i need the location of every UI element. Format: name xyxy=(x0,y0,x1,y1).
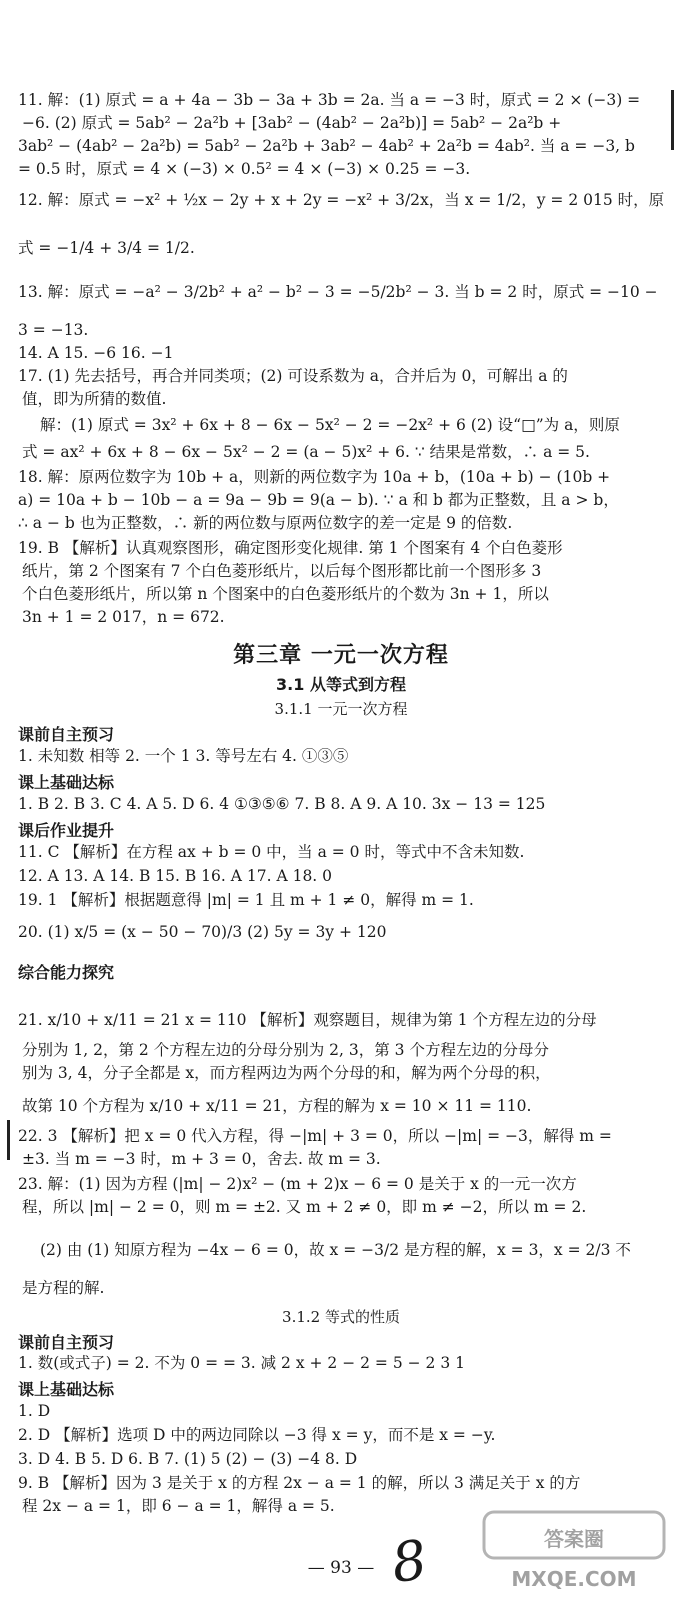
section-heading: 课后作业提升 xyxy=(18,821,115,840)
section-heading: 课前自主预习 xyxy=(18,725,115,744)
section-heading: 课上基础达标 xyxy=(18,773,115,792)
section-heading: 综合能力探究 xyxy=(18,963,115,982)
answer-line: 3. D 4. B 5. D 6. B 7. (1) 5 (2) − (3) −4 8. D xyxy=(18,1450,358,1468)
watermark-logo-text: 答案圈 xyxy=(544,1527,604,1551)
answer-line: 9. B 【解析】因为 3 是关于 x 的方程 2x − a = 1 的解，所以 3 满足关于 x 的方 xyxy=(18,1474,581,1492)
answer-line: 1. 数(或式子) = 2. 不为 0 = = 3. 减 2 x + 2 − 2 = 5 − 2 3 1 xyxy=(18,1354,465,1372)
answer-line: 18. 解：原两位数字为 10b + a，则新的两位数字为 10a + b，(10a + b) − (10b + xyxy=(18,468,611,486)
handwritten-mark: 8 xyxy=(387,1527,431,1596)
answer-line: 11. 解：(1) 原式 = a + 4a − 3b − 3a + 3b = 2a. 当 a = −3 时，原式 = 2 × (−3) = xyxy=(18,91,641,109)
answer-line: 分别为 1, 2，第 2 个方程左边的分母分别为 2, 3，第 3 个方程左边的分母分 xyxy=(22,1041,549,1059)
answer-line: 20. (1) x/5 = (x − 50 − 70)/3 (2) 5y = 3y + 120 xyxy=(18,923,387,941)
answer-line: 2. D 【解析】选项 D 中的两边同除以 −3 得 x = y，而不是 x = −y. xyxy=(18,1426,496,1444)
answer-line: 程，所以 |m| − 2 = 0，则 m = ±2. 又 m + 2 ≠ 0，即 m ≠ −2，所以 m = 2. xyxy=(22,1198,587,1216)
answer-line: 式 = ax² + 6x + 8 − 6x − 5x² − 2 = (a − 5)x² + 6. ∵ 结果是常数，∴ a = 5. xyxy=(22,443,590,461)
answer-line: ∴ a − b 也为正整数，∴ 新的两位数与原两位数字的差一定是 9 的倍数. xyxy=(18,514,513,532)
watermark-logo-icon xyxy=(476,1506,672,1594)
answer-line: 3ab² − (4ab² − 2a²b) = 5ab² − 2a²b + 3ab² − 4ab² + 2a²b = 4ab². 当 a = −3, b xyxy=(18,137,635,155)
answer-line: ±3. 当 m = −3 时，m + 3 = 0，舍去. 故 m = 3. xyxy=(22,1150,381,1168)
page-number: — 93 — xyxy=(307,1558,375,1578)
answer-line: 3 = −13. xyxy=(18,321,89,339)
scan-edge-mark-left xyxy=(7,1120,10,1160)
answer-line: 1. D xyxy=(18,1402,51,1420)
subsection-title: 3.1.2 等式的性质 xyxy=(282,1308,400,1326)
answer-line: (2) 由 (1) 知原方程为 −4x − 6 = 0，故 x = −3/2 是方程的解，x = 3，x = 2/3 不 xyxy=(40,1241,631,1259)
answer-line: 12. 解：原式 = −x² + ½x − 2y + x + 2y = −x² + 3/2x，当 x = 1/2，y = 2 015 时，原 xyxy=(18,191,665,209)
subsection-title: 3.1.1 一元一次方程 xyxy=(274,700,408,718)
scan-edge-mark xyxy=(671,90,674,150)
answer-line: 12. A 13. A 14. B 15. B 16. A 17. A 18. 0 xyxy=(18,867,333,885)
section-heading: 课上基础达标 xyxy=(18,1380,115,1399)
answer-line: 是方程的解. xyxy=(22,1279,105,1297)
answer-line: 19. B 【解析】认真观察图形，确定图形变化规律. 第 1 个图案有 4 个白色菱形 xyxy=(18,539,563,557)
answer-line: 解：(1) 原式 = 3x² + 6x + 8 − 6x − 5x² − 2 = −2x² + 6 (2) 设“□”为 a，则原 xyxy=(40,416,620,434)
answer-line: 11. C 【解析】在方程 ax + b = 0 中，当 a = 0 时，等式中不含未知数. xyxy=(18,843,525,861)
section-title: 3.1 从等式到方程 xyxy=(276,675,406,694)
answer-line: 别为 3, 4，分子全都是 x，而方程两边为两个分母的和，解为两个分母的积， xyxy=(22,1064,551,1082)
chapter-title: 第三章 一元一次方程 xyxy=(233,643,449,668)
answer-line: 程 2x − a = 1，即 6 − a = 1，解得 a = 5. xyxy=(22,1497,335,1515)
answer-line: 个白色菱形纸片，所以第 n 个图案中的白色菱形纸片的个数为 3n + 1，所以 xyxy=(22,585,549,603)
answer-line: 21. x/10 + x/11 = 21 x = 110 【解析】观察题目，规律为第 1 个方程左边的分母 xyxy=(18,1011,597,1029)
answer-line: a) = 10a + b − 10b − a = 9a − 9b = 9(a − b). ∵ a 和 b 都为正整数，且 a > b， xyxy=(18,491,619,509)
answer-line: 14. A 15. −6 16. −1 xyxy=(18,344,174,362)
answer-line: = 0.5 时，原式 = 4 × (−3) × 0.5² = 4 × (−3) × 0.25 = −3. xyxy=(18,160,471,178)
answer-line: 13. 解：原式 = −a² − 3/2b² + a² − b² − 3 = −5/2b² − 3. 当 b = 2 时，原式 = −10 − xyxy=(18,283,658,301)
answer-line: 1. B 2. B 3. C 4. A 5. D 6. 4 ①③⑤⑥ 7. B 8. A 9. A 10. 3x − 13 = 125 xyxy=(18,795,546,813)
answer-line: 3n + 1 = 2 017，n = 672. xyxy=(22,608,225,626)
answer-line: 值，即为所猜的数值. xyxy=(22,390,167,408)
answer-line: 式 = −1/4 + 3/4 = 1/2. xyxy=(18,239,195,257)
answer-line: 22. 3 【解析】把 x = 0 代入方程，得 −|m| + 3 = 0，所以 −|m| = −3，解得 m = xyxy=(18,1127,612,1145)
answer-line: 19. 1 【解析】根据题意得 |m| = 1 且 m + 1 ≠ 0，解得 m = 1. xyxy=(18,891,474,909)
answer-line: 1. 未知数 相等 2. 一个 1 3. 等号左右 4. ①③⑤ xyxy=(18,747,349,765)
section-heading: 课前自主预习 xyxy=(18,1333,115,1352)
answer-line: 故第 10 个方程为 x/10 + x/11 = 21，方程的解为 x = 10 × 11 = 110. xyxy=(22,1097,532,1115)
watermark-text: MXQE.COM xyxy=(511,1567,637,1591)
answer-line: 23. 解：(1) 因为方程 (|m| − 2)x² − (m + 2)x − 6 = 0 是关于 x 的一元一次方 xyxy=(18,1175,577,1193)
answer-line: 17. (1) 先去括号，再合并同类项；(2) 可设系数为 a，合并后为 0，可解出 a 的 xyxy=(18,367,568,385)
answer-line: 纸片，第 2 个图案有 7 个白色菱形纸片，以后每个图形都比前一个图形多 3 xyxy=(22,562,542,580)
answer-line: −6. (2) 原式 = 5ab² − 2a²b + [3ab² − (4ab² − 2a²b)] = 5ab² − 2a²b + xyxy=(22,114,562,132)
